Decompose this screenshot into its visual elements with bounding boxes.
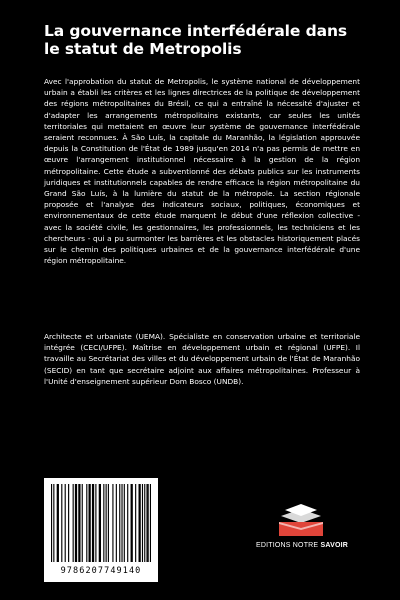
barcode-bar bbox=[82, 484, 83, 562]
barcode-bar bbox=[119, 484, 120, 562]
barcode-bar bbox=[95, 484, 96, 562]
barcode-bar bbox=[75, 484, 77, 562]
publisher-name-suffix: SAVOIR bbox=[320, 542, 348, 549]
publisher-name-prefix: EDITIONS NOTRE bbox=[256, 542, 319, 549]
publisher-logo-icon bbox=[265, 500, 337, 540]
barcode-bar bbox=[139, 484, 141, 562]
barcode-bar bbox=[65, 484, 66, 562]
barcode-bar bbox=[142, 484, 143, 562]
barcode-bar bbox=[148, 484, 149, 562]
logo-mid-layer bbox=[281, 509, 321, 523]
barcode-bar bbox=[53, 484, 54, 562]
barcode-bar bbox=[150, 484, 151, 562]
publisher-name bbox=[256, 542, 346, 549]
barcode-bar bbox=[68, 484, 69, 562]
publisher-block bbox=[256, 498, 346, 558]
barcode-bar bbox=[116, 484, 117, 562]
barcode-bar bbox=[89, 484, 91, 562]
barcode-bar bbox=[78, 484, 80, 562]
barcode-bar bbox=[51, 484, 52, 562]
author-bio: Architecte et urbaniste (UEMA). Spécialiste en conservation urbaine et territoriale intégrée (CECI/UFPE). Maîtrise en développement urbain et régional (UFPE). Il travaille au Secrétariat des villes et du développement urbain de l'État de Maranhão (SECID) en tant que secrétaire adjoint aux affaires métropolitaines. Professeur à l'Unité d'enseignement supérieur Dom Bosco (UNDB). bbox=[44, 332, 360, 386]
barcode-bar bbox=[103, 484, 104, 562]
barcode-bar bbox=[86, 484, 87, 562]
barcode-bar bbox=[131, 484, 133, 562]
barcode-bar bbox=[73, 484, 74, 562]
isbn-number: 9786207749140 bbox=[60, 566, 142, 576]
barcode-icon bbox=[51, 484, 151, 562]
barcode-bar bbox=[92, 484, 94, 562]
barcode-bar bbox=[112, 484, 113, 562]
barcode-bar bbox=[99, 484, 101, 562]
barcode-bar bbox=[144, 484, 145, 562]
barcode-bar bbox=[57, 484, 59, 562]
barcode-bar bbox=[135, 484, 136, 562]
barcode-bar bbox=[108, 484, 109, 562]
barcode-bar bbox=[146, 484, 147, 562]
barcode-bar bbox=[124, 484, 125, 562]
barcode-bar bbox=[61, 484, 62, 562]
barcode-bar bbox=[121, 484, 122, 562]
barcode-block bbox=[44, 478, 158, 582]
barcode-bar bbox=[106, 484, 107, 562]
book-title: La gouvernance interfédérale dans le statut de Metropolis bbox=[44, 22, 348, 58]
barcode-bar bbox=[127, 484, 128, 562]
book-summary: Avec l'approbation du statut de Metropolis, le système national de développement urbain a établi les critères et les lignes directrices de la politique de développement des régions métropolitaines du Brésil, ce qui a entraîné la nécessité d'ajuster et d'adapter les arrangements métropolitains existants, car seules les unités territoriales qui mettaient en œuvre leur système de gouvernance interfédérale seraient reconnues. À São Luís, la capitale du Maranhão, la législation approuvée depuis la Constitution de l'État de 1989 jusqu'en 2014 n'a pas permis de mettre en œuvre l'arrangement institutionnel nécessaire à la gestion de la région métropolitaine. Cette étude a subventionné des débats publics sur les instruments juridiques et institutionnels capables de rendre efficace la région métropolitaine du Grand São Luís, à la lumière du statut de la métropole. La section régionale proposée et l'analyse des indicateurs sociaux, politiques, économiques et environnementaux de cette étude marquent le début d'une réflexion collective - avec la société civile, les gestionnaires, les professionnels, les techniciens et les chercheurs - qui a pu surmonter les barrières et les obstacles historiquement placés sur le chemin des politiques urbaines et de la gouvernance interfédérale d'une région métropolitaine. bbox=[44, 77, 360, 266]
